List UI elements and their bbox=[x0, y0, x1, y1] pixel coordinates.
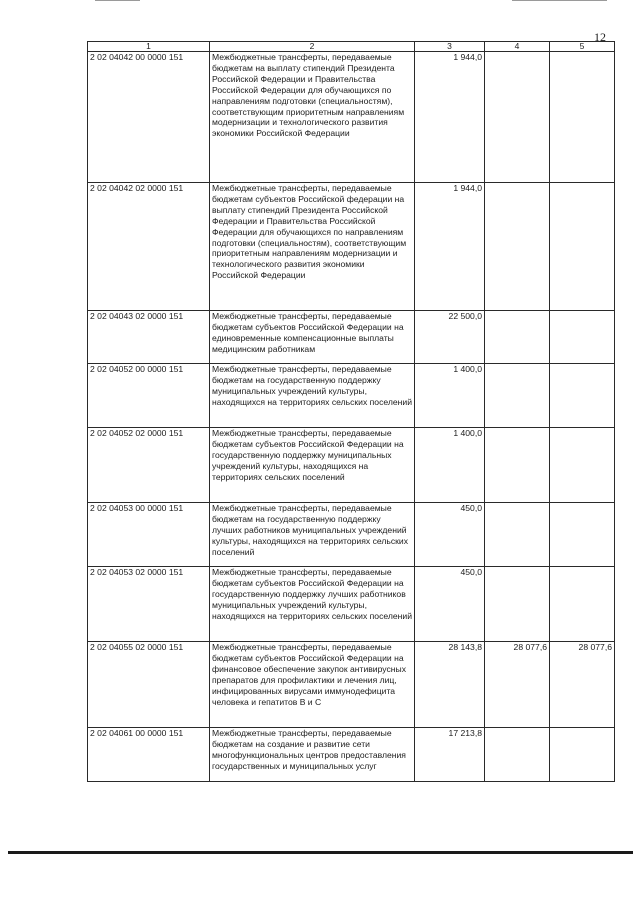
amount-col3: 1 944,0 bbox=[415, 183, 485, 311]
column-header-3: 3 bbox=[415, 42, 485, 52]
amount-col3: 450,0 bbox=[415, 503, 485, 567]
amount-col5: 28 077,6 bbox=[550, 642, 615, 728]
row-description: Межбюджетные трансферты, передаваемые бюджетам на государственную поддержку муниципальных учреждений культуры, находящихся на территориях сельских поселений bbox=[210, 364, 415, 428]
table-row bbox=[88, 642, 615, 728]
budget-code: 2 02 04042 02 0000 151 bbox=[88, 183, 210, 311]
top-scan-rule-right bbox=[512, 0, 607, 1]
amount-col4 bbox=[485, 311, 550, 364]
budget-code: 2 02 04055 02 0000 151 bbox=[88, 642, 210, 728]
amount-col3: 17 213,8 bbox=[415, 728, 485, 782]
table-row bbox=[88, 503, 615, 567]
amount-col3: 1 400,0 bbox=[415, 364, 485, 428]
amount-col3: 22 500,0 bbox=[415, 311, 485, 364]
row-description: Межбюджетные трансферты, передаваемые бюджетам субъектов Российской Федерации на единовременные компенсационные выплаты медицинским работникам bbox=[210, 311, 415, 364]
table-row bbox=[88, 311, 615, 364]
page-number: 12 bbox=[594, 30, 606, 44]
row-description: Межбюджетные трансферты, передаваемые бюджетам субъектов Российской Федерации на финансовое обеспечение закупок антивирусных препаратов для профилактики и лечения лиц, инфицированных вирусами иммунодефицита человека и гепатитов В и С bbox=[210, 642, 415, 728]
amount-col3: 1 400,0 bbox=[415, 428, 485, 503]
header-row bbox=[88, 42, 615, 52]
budget-code: 2 02 04052 02 0000 151 bbox=[88, 428, 210, 503]
table-row bbox=[88, 52, 615, 183]
budget-code: 2 02 04042 00 0000 151 bbox=[88, 52, 210, 183]
top-scan-rule-left bbox=[95, 0, 140, 1]
row-description: Межбюджетные трансферты, передаваемые бюджетам субъектов Российской федерации на выплату стипендий Президента Российской Федерации и Правительства Российской Федерации для обучающихся по направлениям подготовки (специальностям), соответствующим приоритетным направлениям модернизации и технологического развития экономики Российской Федерации bbox=[210, 183, 415, 311]
bottom-scan-rule bbox=[8, 851, 633, 854]
budget-code: 2 02 04061 00 0000 151 bbox=[88, 728, 210, 782]
column-header-2: 2 bbox=[210, 42, 415, 52]
amount-col3: 28 143,8 bbox=[415, 642, 485, 728]
amount-col3: 1 944,0 bbox=[415, 52, 485, 183]
table-row bbox=[88, 428, 615, 503]
table-row bbox=[88, 567, 615, 642]
amount-col4 bbox=[485, 567, 550, 642]
budget-table bbox=[87, 41, 615, 782]
row-description: Межбюджетные трансферты, передаваемые бюджетам субъектов Российской Федерации на государственную поддержку муниципальных учреждений культуры, находящихся на территориях сельских поселений bbox=[210, 428, 415, 503]
amount-col5 bbox=[550, 311, 615, 364]
row-description: Межбюджетные трансферты, передаваемые бюджетам субъектов Российской Федерации на государственную поддержку лучших работников муниципальных учреждений культуры, находящихся на территориях сельских поселений bbox=[210, 567, 415, 642]
amount-col4 bbox=[485, 728, 550, 782]
amount-col5 bbox=[550, 183, 615, 311]
budget-code: 2 02 04053 02 0000 151 bbox=[88, 567, 210, 642]
budget-code: 2 02 04043 02 0000 151 bbox=[88, 311, 210, 364]
amount-col4 bbox=[485, 428, 550, 503]
column-header-4: 4 bbox=[485, 42, 550, 52]
amount-col5 bbox=[550, 567, 615, 642]
table-row bbox=[88, 728, 615, 782]
amount-col4 bbox=[485, 364, 550, 428]
amount-col5 bbox=[550, 428, 615, 503]
amount-col5 bbox=[550, 364, 615, 428]
row-description: Межбюджетные трансферты, передаваемые бюджетам на выплату стипендий Президента Российской Федерации и Правительства Российской Федерации для обучающихся по направлениям подготовки (специальностям), соответствующим приоритетным направлениям модернизации и технологического развития экономики Российской Федерации bbox=[210, 52, 415, 183]
row-description: Межбюджетные трансферты, передаваемые бюджетам на государственную поддержку лучших работников муниципальных учреждений культуры, находящихся на территориях сельских поселений bbox=[210, 503, 415, 567]
budget-code: 2 02 04052 00 0000 151 bbox=[88, 364, 210, 428]
budget-code: 2 02 04053 00 0000 151 bbox=[88, 503, 210, 567]
amount-col4 bbox=[485, 183, 550, 311]
table-row bbox=[88, 183, 615, 311]
amount-col5 bbox=[550, 503, 615, 567]
amount-col5 bbox=[550, 728, 615, 782]
amount-col3: 450,0 bbox=[415, 567, 485, 642]
amount-col4 bbox=[485, 52, 550, 183]
column-header-1: 1 bbox=[88, 42, 210, 52]
amount-col4 bbox=[485, 503, 550, 567]
amount-col5 bbox=[550, 52, 615, 183]
column-header-5: 5 bbox=[550, 42, 615, 52]
amount-col4: 28 077,6 bbox=[485, 642, 550, 728]
row-description: Межбюджетные трансферты, передаваемые бюджетам на создание и развитие сети многофункциональных центров предоставления государственных и муниципальных услуг bbox=[210, 728, 415, 782]
table-row bbox=[88, 364, 615, 428]
